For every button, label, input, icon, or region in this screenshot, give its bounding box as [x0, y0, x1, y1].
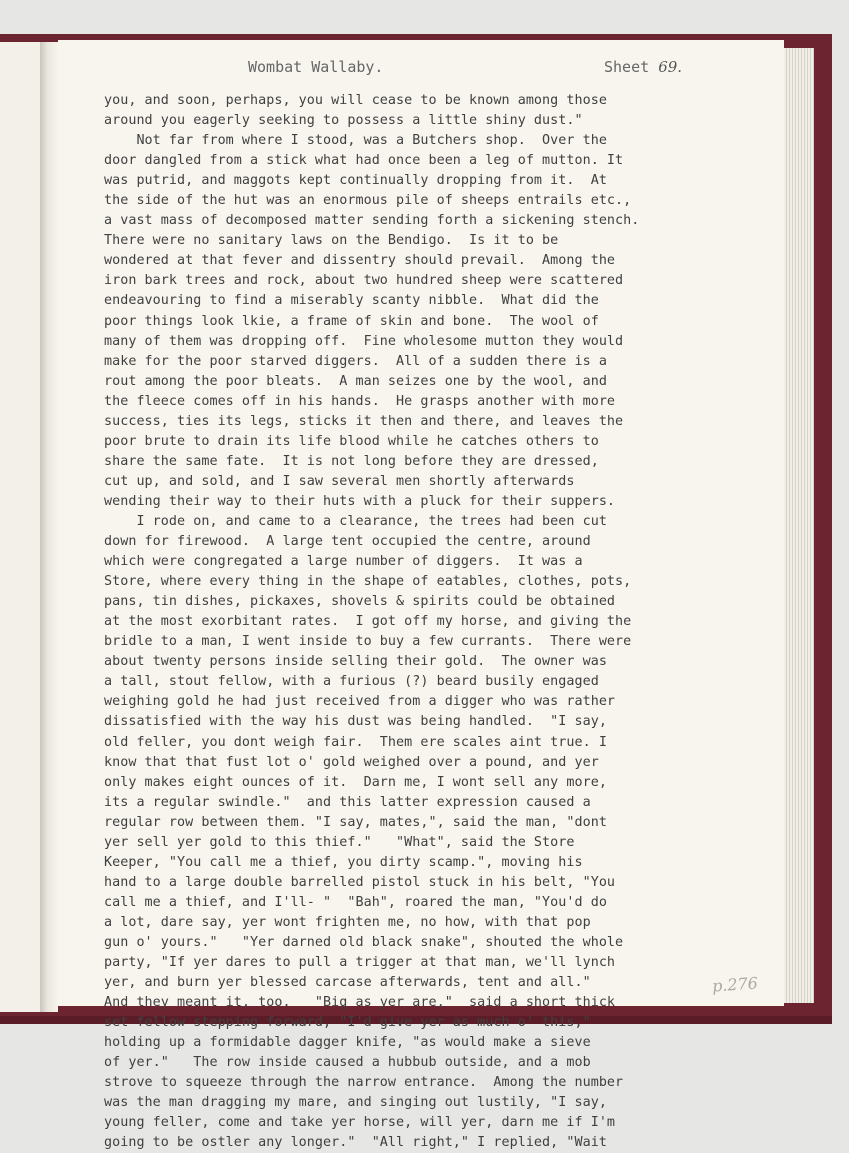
- text-line: door dangled from a stick what had once been a leg of mutton. It: [104, 153, 624, 169]
- text-line: know that that fust lot o' gold weighed over a pound, and yer: [104, 754, 599, 770]
- text-line: around you eagerly seeking to possess a little shiny dust.": [104, 113, 583, 129]
- text-line: wondered at that fever and dissentry should prevail. Among the: [104, 253, 616, 269]
- text-line: you, and soon, perhaps, you will cease to be known among those: [104, 93, 607, 108]
- text-line: call me a thief, and I'll- " "Bah", roared the man, "You'd do: [104, 894, 607, 910]
- text-line: poor brute to drain its life blood while he catches others to: [104, 433, 599, 449]
- text-line: set fellow stepping forward, "I'd give yer as much o' this,": [104, 1015, 591, 1031]
- text-line: holding up a formidable dagger knife, "as would make a sieve: [104, 1035, 591, 1051]
- text-line: yer, and burn yer blessed carcase afterwards, tent and all.": [104, 975, 591, 991]
- text-line: only makes eight ounces of it. Darn me, I wont sell any more,: [104, 774, 607, 790]
- text-line: Keeper, "You call me a thief, you dirty scamp.", moving his: [104, 854, 583, 870]
- typed-body-text: [104, 91, 754, 1153]
- left-page: [0, 42, 41, 1012]
- text-line: at the most exorbitant rates. I got off my horse, and giving the: [104, 614, 632, 630]
- text-line: the fleece comes off in his hands. He grasps another with more: [104, 393, 616, 409]
- text-line: Store, where every thing in the shape of eatables, clothes, pots,: [104, 574, 632, 590]
- text-line: down for firewood. A large tent occupied the centre, around: [104, 534, 591, 550]
- text-line: going to be ostler any longer." "All right," I replied, "Wait: [104, 1135, 607, 1151]
- text-line: was the man dragging my mare, and singing out lustily, "I say,: [104, 1095, 607, 1111]
- text-line: many of them was dropping off. Fine wholesome mutton they would: [104, 333, 624, 349]
- page-gutter: [40, 42, 58, 1012]
- text-line: pans, tin dishes, pickaxes, shovels & spirits could be obtained: [104, 594, 616, 610]
- page-header-sheet: [604, 58, 682, 76]
- text-line: was putrid, and maggots kept continually dropping from it. At: [104, 173, 607, 189]
- text-line: I rode on, and came to a clearance, the trees had been cut: [104, 513, 607, 529]
- text-line: a tall, stout fellow, with a furious (?) beard busily engaged: [104, 674, 599, 690]
- text-line: old feller, you dont weigh fair. Them ere scales aint true. I: [104, 734, 607, 750]
- text-line: strove to squeeze through the narrow entrance. Among the number: [104, 1075, 624, 1091]
- sheet-number: 69.: [658, 58, 683, 76]
- text-line: rout among the poor bleats. A man seizes one by the wool, and: [104, 373, 607, 389]
- text-line: gun o' yours." "Yer darned old black snake", shouted the whole: [104, 934, 624, 950]
- text-line: party, "If yer dares to pull a trigger at that man, we'll lynch: [104, 955, 616, 971]
- text-line: endeavouring to find a miserably scanty nibble. What did the: [104, 293, 599, 309]
- text-line: the side of the hut was an enormous pile of sheeps entrails etc.,: [104, 193, 632, 209]
- handwritten-page-annotation: p.276: [711, 973, 759, 996]
- text-line: success, ties its legs, sticks it then and there, and leaves the: [104, 413, 624, 429]
- text-line: of yer." The row inside caused a hubbub outside, and a mob: [104, 1055, 591, 1071]
- text-line: poor things look lkie, a frame of skin and bone. The wool of: [104, 313, 599, 329]
- text-line: which were congregated a large number of diggers. It was a: [104, 554, 583, 570]
- text-line: its a regular swindle." and this latter expression caused a: [104, 794, 591, 810]
- text-line: yer sell yer gold to this thief." "What", said the Store: [104, 834, 575, 850]
- text-line: weighing gold he had just received from a digger who was rather: [104, 694, 616, 710]
- text-line: And they meant it, too. "Big as yer are," said a short thick: [104, 995, 616, 1011]
- text-line: hand to a large double barrelled pistol stuck in his belt, "You: [104, 874, 616, 890]
- text-line: a vast mass of decomposed matter sending forth a sickening stench.: [104, 213, 640, 229]
- text-line: regular row between them. "I say, mates,", said the man, "dont: [104, 814, 607, 830]
- text-line: a lot, dare say, yer wont frighten me, no how, with that pop: [104, 914, 591, 930]
- page-header-title: Wombat Wallaby.: [248, 58, 384, 76]
- text-line: dissatisfied with the way his dust was being handled. "I say,: [104, 714, 607, 730]
- page-stack-edge: [784, 48, 814, 1003]
- text-line: cut up, and sold, and I saw several men shortly afterwards: [104, 473, 575, 489]
- text-line: There were no sanitary laws on the Bendigo. Is it to be: [104, 233, 559, 249]
- text-line: Not far from where I stood, was a Butchers shop. Over the: [104, 133, 607, 149]
- text-line: young feller, come and take yer horse, will yer, darn me if I'm: [104, 1115, 616, 1131]
- text-line: bridle to a man, I went inside to buy a few currants. There were: [104, 634, 632, 650]
- sheet-label: Sheet: [604, 58, 650, 76]
- text-line: iron bark trees and rock, about two hundred sheep were scattered: [104, 273, 624, 289]
- text-line: share the same fate. It is not long before they are dressed,: [104, 453, 599, 469]
- text-line: about twenty persons inside selling their gold. The owner was: [104, 654, 607, 670]
- text-line: wending their way to their huts with a pluck for their suppers.: [104, 493, 616, 509]
- text-line: make for the poor starved diggers. All of a sudden there is a: [104, 353, 607, 369]
